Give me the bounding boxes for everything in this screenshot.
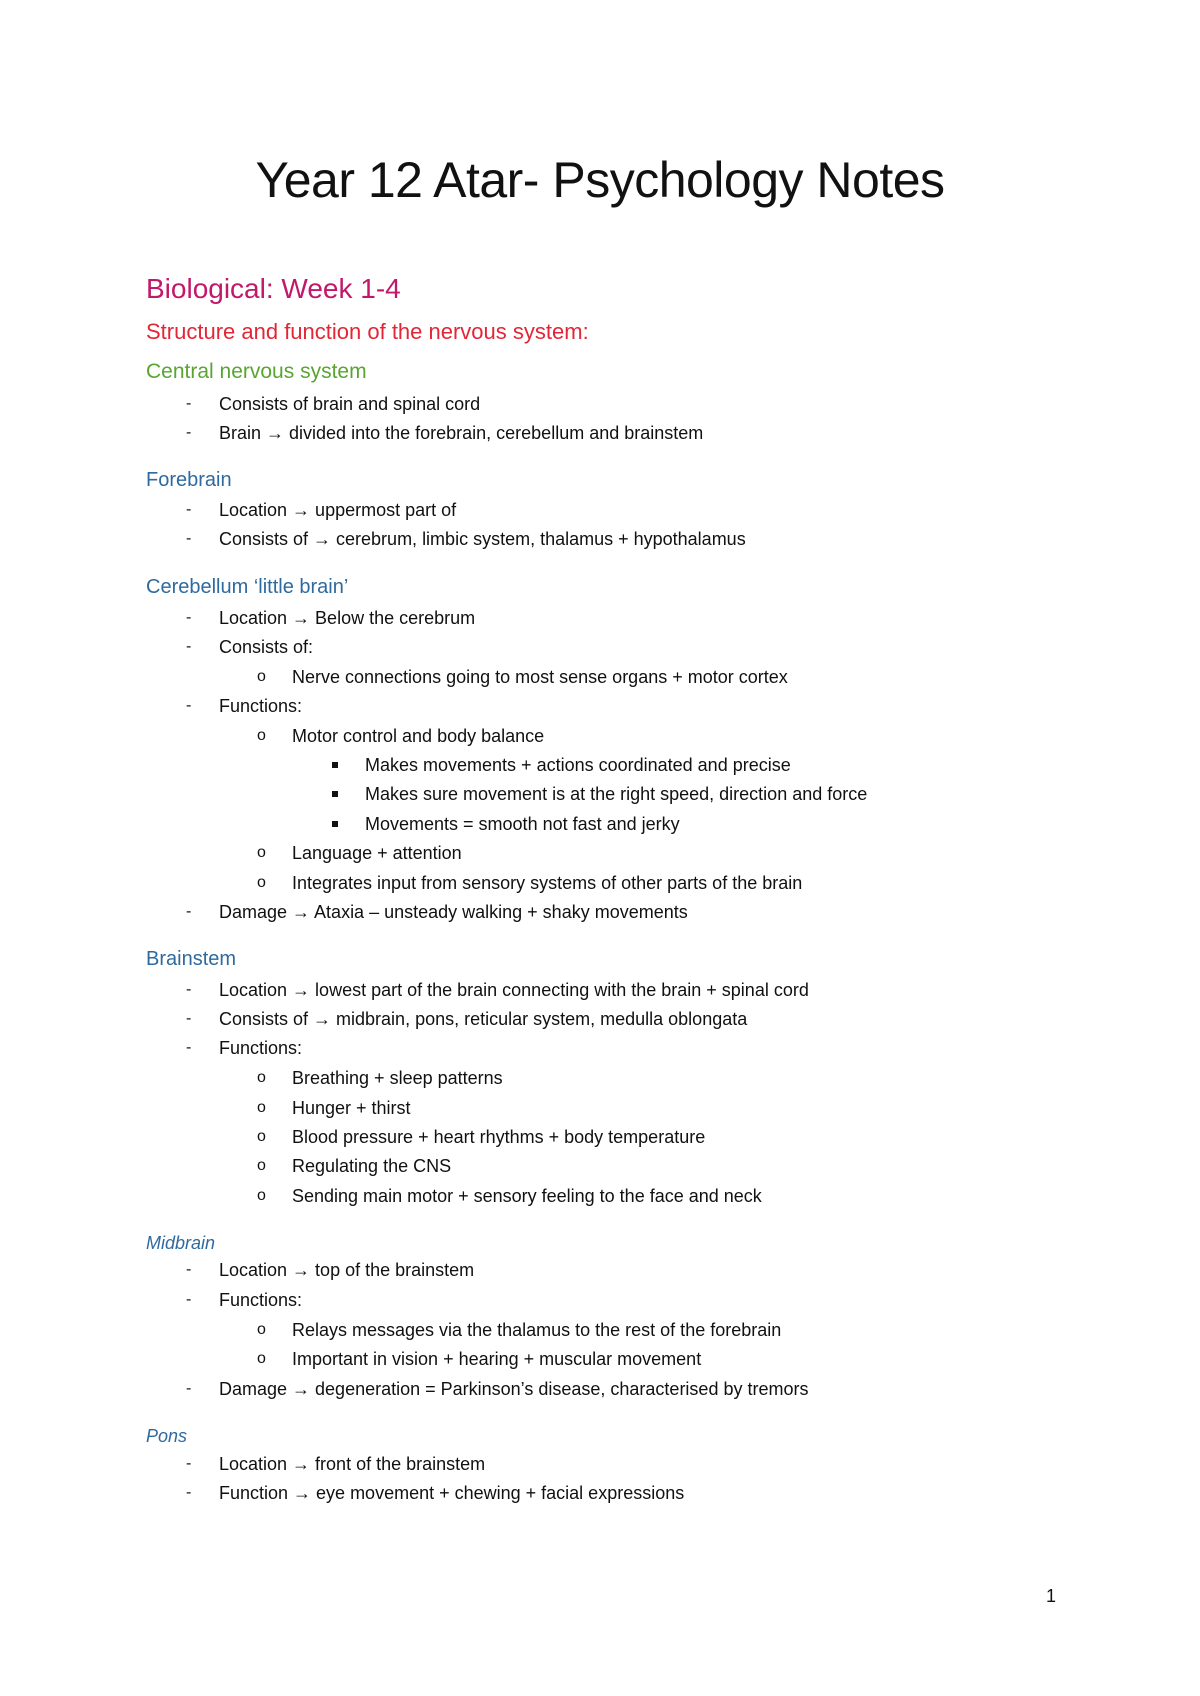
dash-marker: - [186, 1261, 192, 1278]
section-heading: Biological: Week 1-4 [146, 273, 401, 304]
circle-marker: o [257, 1187, 266, 1204]
circle-marker: o [257, 874, 266, 891]
circle-marker: o [257, 727, 266, 744]
subheading: Structure and function of the nervous system: [146, 319, 589, 344]
list-item: Important in vision + hearing + muscular movement [292, 1349, 702, 1369]
list-item: Integrates input from sensory systems of other parts of the brain [292, 873, 803, 893]
pons-heading: Pons [146, 1426, 188, 1446]
dash-marker: - [186, 1291, 192, 1308]
circle-marker: o [257, 1069, 266, 1086]
square-bullet [332, 791, 338, 797]
square-bullet [332, 762, 338, 768]
list-item: Functions: [219, 1290, 303, 1310]
dash-marker: - [186, 530, 192, 547]
dash-marker: - [186, 1484, 192, 1501]
dash-marker: - [186, 981, 192, 998]
list-item: Motor control and body balance [292, 726, 545, 746]
dash-marker: - [186, 1380, 192, 1397]
list-item: Consists of → cerebrum, limbic system, thalamus + hypothalamus [219, 529, 746, 549]
list-item: Movements = smooth not fast and jerky [365, 814, 680, 834]
list-item: Location → Below the cerebrum [219, 608, 476, 628]
list-item: Breathing + sleep patterns [292, 1068, 503, 1088]
forebrain-heading: Forebrain [146, 469, 232, 491]
dash-marker: - [186, 395, 192, 412]
list-item: Functions: [219, 1038, 303, 1058]
list-item: Regulating the CNS [292, 1156, 452, 1176]
list-item: Relays messages via the thalamus to the rest of the forebrain [292, 1320, 782, 1340]
cerebellum-heading: Cerebellum ‘little brain’ [146, 576, 349, 598]
dash-marker: - [186, 1455, 192, 1472]
list-item: Function → eye movement + chewing + facial expressions [219, 1483, 685, 1503]
dash-marker: - [186, 424, 192, 441]
list-item: Consists of → midbrain, pons, reticular system, medulla oblongata [219, 1009, 748, 1029]
list-item: Consists of: [219, 637, 314, 657]
list-item: Hunger + thirst [292, 1098, 411, 1118]
list-item: Makes movements + actions coordinated and precise [365, 755, 791, 775]
circle-marker: o [257, 1350, 266, 1367]
list-item: Consists of brain and spinal cord [219, 394, 481, 414]
list-item: Functions: [219, 696, 303, 716]
midbrain-heading: Midbrain [146, 1233, 216, 1253]
brainstem-heading: Brainstem [146, 948, 237, 970]
list-item: Damage → Ataxia – unsteady walking + shaky movements [219, 902, 688, 922]
circle-marker: o [257, 1128, 266, 1145]
page-number: 1 [1046, 1586, 1057, 1606]
dash-marker: - [186, 609, 192, 626]
list-item: Nerve connections going to most sense organs + motor cortex [292, 667, 788, 687]
list-item: Location → lowest part of the brain connecting with the brain + spinal cord [219, 980, 809, 1000]
dash-marker: - [186, 1010, 192, 1027]
list-item: Damage → degeneration = Parkinson’s disease, characterised by tremors [219, 1379, 809, 1399]
square-bullet [332, 821, 338, 827]
list-item: Language + attention [292, 843, 462, 863]
dash-marker: - [186, 501, 192, 518]
dash-marker: - [186, 638, 192, 655]
document-title: Year 12 Atar- Psychology Notes [255, 152, 945, 208]
list-item: Location → top of the brainstem [219, 1260, 475, 1280]
list-item: Brain → divided into the forebrain, cerebellum and brainstem [219, 423, 704, 443]
dash-marker: - [186, 903, 192, 920]
dash-marker: - [186, 1039, 192, 1056]
circle-marker: o [257, 668, 266, 685]
list-item: Blood pressure + heart rhythms + body temperature [292, 1127, 706, 1147]
circle-marker: o [257, 844, 266, 861]
list-item: Location → uppermost part of [219, 500, 457, 520]
list-item: Makes sure movement is at the right speed, direction and force [365, 784, 868, 804]
circle-marker: o [257, 1157, 266, 1174]
circle-marker: o [257, 1321, 266, 1338]
dash-marker: - [186, 697, 192, 714]
circle-marker: o [257, 1099, 266, 1116]
cns-heading: Central nervous system [146, 360, 367, 383]
list-item: Location → front of the brainstem [219, 1454, 486, 1474]
list-item: Sending main motor + sensory feeling to the face and neck [292, 1186, 762, 1206]
